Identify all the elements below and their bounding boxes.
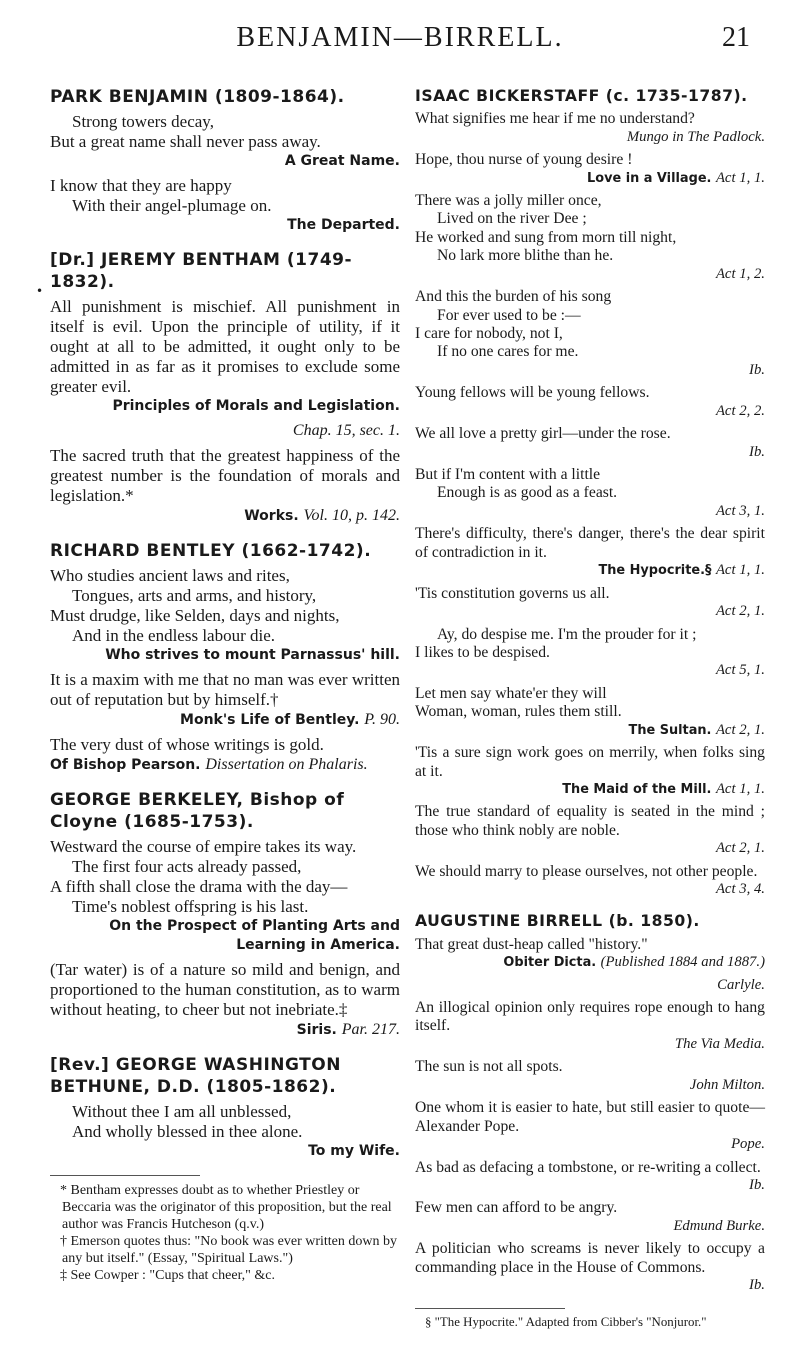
source xyxy=(415,129,765,146)
source-title: Obiter Dicta. xyxy=(503,955,597,971)
source: To my Wife. xyxy=(308,1143,400,1159)
quote-paragraph: What signifies me hear if me no understand? xyxy=(415,110,695,128)
verse-line: Strong towers decay, xyxy=(72,112,214,131)
quote-paragraph: An illogical opinion only requires rope enough to hang itself. xyxy=(415,999,765,1035)
source-ref-text: Ib. xyxy=(749,361,765,378)
quote-paragraph: We should marry to please ourselves, not other people. xyxy=(415,862,758,880)
source-ref-text: Mungo in The Padlock. xyxy=(626,128,765,145)
source-title: Monk's Life of Bentley. xyxy=(180,712,360,728)
source xyxy=(415,1218,765,1235)
source xyxy=(415,603,765,620)
quote-paragraph: It is a maxim with me that no man was ever written out of reputation but by himself.† xyxy=(50,670,400,709)
source xyxy=(415,954,765,971)
quote-paragraph: A politician who screams is never likely to occupy a commanding place in the House of Commons. xyxy=(415,1240,765,1276)
verse-line: Let men say whate'er they will xyxy=(415,684,607,702)
verse-line: He worked and sung from morn till night, xyxy=(415,228,677,246)
quote-paragraph: (Tar water) is of a nature so mild and benign, and proportioned to the human constitution, as to warm without heating, to cheer but not inebriate.‡ xyxy=(50,960,400,1019)
verse-line: But if I'm content with a little xyxy=(415,466,601,484)
source-ref-text: Act 1, 1. xyxy=(715,562,765,579)
source xyxy=(415,403,765,420)
verse-line: But a great name shall never pass away. xyxy=(50,132,321,151)
quote-paragraph: The sacred truth that the greatest happiness of the greatest number is the foundation of morals and legislation.* xyxy=(50,446,400,505)
verse-line: And in the endless labour die. xyxy=(72,626,276,645)
source xyxy=(415,881,765,898)
source-title: Love in a Village. xyxy=(587,170,712,186)
footnote: ‡ See Cowper : "Cups that cheer," &c. xyxy=(60,1268,275,1283)
verse-line: For ever used to be :— xyxy=(437,306,581,324)
source-title: Works. xyxy=(244,508,299,524)
running-head: BENJAMIN—BIRRELL. xyxy=(236,22,564,53)
source xyxy=(415,266,765,283)
page-header xyxy=(0,20,800,60)
source-ref-text: P. 90. xyxy=(364,711,400,728)
source-ref-text: Ib. xyxy=(749,1277,765,1294)
author-name: RICHARD BENTLEY xyxy=(50,541,236,561)
source-ref-text: Act 2, 1. xyxy=(715,603,765,620)
source-ref-text: Act 1, 1. xyxy=(715,780,765,797)
author-heading xyxy=(50,1054,400,1098)
source-ref-text: Act 1, 1. xyxy=(715,169,765,186)
author-heading xyxy=(50,86,400,108)
source-ref-text: Act 2, 1. xyxy=(715,721,765,738)
entry-berkeley xyxy=(50,789,400,1040)
author-name: PARK BENJAMIN xyxy=(50,87,209,107)
source xyxy=(50,710,400,730)
author-name: GEORGE BERKELEY, xyxy=(50,790,244,810)
author-dates: (b. 1850). xyxy=(608,911,700,931)
quote-line: Few men can afford to be angry. xyxy=(415,1199,618,1217)
author-heading xyxy=(50,249,400,293)
entry-bickerstaff xyxy=(415,86,765,899)
verse-line: There was a jolly miller once, xyxy=(415,192,602,210)
verse-line: Enough is as good as a feast. xyxy=(437,484,618,502)
source: A Great Name. xyxy=(284,153,400,169)
verse-line: Time's noblest offspring is his last. xyxy=(72,897,309,916)
source-ref-text: Act 1, 2. xyxy=(715,265,765,282)
verse-line: Tongues, arts and arms, and history, xyxy=(72,586,317,605)
quote-paragraph: All punishment is mischief. All punishment in itself is evil. Upon the principle of utility, if it ought at all to be admitted, it ought only to be admitted in as far as it promises to exclude some greater evil. xyxy=(50,297,400,396)
bullet-marker: • xyxy=(36,284,44,298)
source: Who strives to mount Parnassus' hill. xyxy=(105,647,400,663)
source-ref-text: Ib. xyxy=(749,1176,765,1193)
quote-paragraph: That great dust-heap called "history." xyxy=(415,935,648,953)
source xyxy=(415,1036,765,1053)
entry-birrell xyxy=(415,911,765,1294)
author-dates: (1662-1742). xyxy=(241,541,372,561)
source-title: Of Bishop Pearson. xyxy=(50,757,201,773)
right-column xyxy=(415,86,765,1330)
author-dates: (1805-1862). xyxy=(206,1077,337,1097)
source xyxy=(415,1277,765,1294)
author-heading xyxy=(415,911,765,931)
quote-line: We all love a pretty girl—under the rose. xyxy=(415,425,671,443)
footnote: § "The Hypocrite." Adapted from Cibber's "Nonjuror." xyxy=(425,1314,707,1329)
source xyxy=(415,170,765,187)
quote-paragraph: The true standard of equality is seated in the mind ; those who think nobly are noble. xyxy=(415,803,765,839)
source-ref-text: Act 3, 4. xyxy=(715,881,765,898)
source-ref-text: Pope. xyxy=(731,1136,765,1153)
source xyxy=(415,362,765,379)
quote-line: 'Tis constitution governs us all. xyxy=(415,584,610,602)
author-heading xyxy=(50,789,400,833)
source-ref xyxy=(50,421,400,441)
footnote: * Bentham expresses doubt as to whether Priestley or Beccaria was the originator of this proposition, but the real author was Francis Hutcheson (q.v.) xyxy=(60,1183,392,1232)
source-ref-text: Act 2, 1. xyxy=(715,840,765,857)
source xyxy=(415,840,765,857)
author-name: [Dr.] JEREMY BENTHAM xyxy=(50,250,281,270)
source-ref-text: The Via Media. xyxy=(674,1035,765,1052)
verse-line: Must drudge, like Selden, days and nights, xyxy=(50,606,340,625)
verse-line: And wholly blessed in thee alone. xyxy=(72,1122,303,1141)
verse-line: Westward the course of empire takes its way. xyxy=(50,837,357,856)
source xyxy=(415,1077,765,1094)
source xyxy=(50,506,400,526)
source xyxy=(415,562,765,579)
source-ref-text: Act 5, 1. xyxy=(715,662,765,679)
left-column xyxy=(50,86,400,1284)
quote-line: Young fellows will be young fellows. xyxy=(415,384,650,402)
verse-line: I know that they are happy xyxy=(50,176,232,195)
verse-line: Who studies ancient laws and rites, xyxy=(50,566,290,585)
source xyxy=(415,1177,765,1194)
quote-paragraph: As bad as defacing a tombstone, or re-writing a collect. xyxy=(415,1158,761,1176)
author-dates: (1749-1832). xyxy=(50,250,353,292)
source-ref xyxy=(415,977,765,994)
verse-line: Ay, do despise me. I'm the prouder for it ; xyxy=(437,625,697,643)
verse-line: A fifth shall close the drama with the day— xyxy=(50,877,348,896)
author-dates: (c. 1735-1787). xyxy=(605,86,748,105)
author-dates: (1809-1864). xyxy=(214,87,345,107)
author-name: AUGUSTINE BIRRELL xyxy=(415,911,603,931)
source-title: The Hypocrite.§ xyxy=(598,563,712,579)
entry-bentham xyxy=(50,249,400,526)
verse-line: No lark more blithe than he. xyxy=(437,247,614,265)
footnote: † Emerson quotes thus: "No book was ever written down by any but itself." (Essay, "Spiritual Laws.") xyxy=(60,1234,397,1266)
quote-line: The sun is not all spots. xyxy=(415,1058,563,1076)
source: Principles of Morals and Legislation. xyxy=(112,398,400,414)
author-heading xyxy=(50,540,400,562)
page-number: 21 xyxy=(722,22,750,53)
source xyxy=(415,662,765,679)
source xyxy=(50,755,400,775)
verse-line: With their angel-plumage on. xyxy=(72,196,272,215)
source-ref-text: (Published 1884 and 1887.) xyxy=(600,954,765,971)
source-title: The Maid of the Mill. xyxy=(562,781,712,797)
source-ref-text: Dissertation on Phalaris. xyxy=(205,756,368,773)
source-ref-text: Vol. 10, p. 142. xyxy=(303,507,400,524)
source-ref-text: Ib. xyxy=(749,443,765,460)
source-ref-text: Chap. 15, sec. 1. xyxy=(292,422,400,439)
entry-benjamin xyxy=(50,86,400,235)
source xyxy=(415,444,765,461)
verse-line: The first four acts already passed, xyxy=(72,857,302,876)
footnote-rule xyxy=(50,1175,200,1176)
source xyxy=(415,781,765,798)
source xyxy=(415,722,765,739)
source-title: The Sultan. xyxy=(628,722,712,738)
quote-line: Hope, thou nurse of young desire ! xyxy=(415,151,633,169)
source-ref-text: Edmund Burke. xyxy=(673,1217,765,1234)
source-ref-text: Par. 217. xyxy=(341,1021,400,1038)
verse-line: I care for nobody, not I, xyxy=(415,324,563,342)
author-dates: (1685-1753). xyxy=(124,812,254,832)
author-name: [Rev.] GEORGE WASHINGTON BETHUNE, D.D. xyxy=(50,1055,341,1097)
quote-paragraph: One whom it is easier to hate, but still easier to quote—Alexander Pope. xyxy=(415,1099,765,1135)
source-ref-text: John Milton. xyxy=(689,1076,765,1093)
verse-line: Woman, woman, rules them still. xyxy=(415,703,622,721)
quote-paragraph: There's difficulty, there's danger, there's the dear spirit of contradiction in it. xyxy=(415,525,765,561)
source xyxy=(415,503,765,520)
verse-line: And this the burden of his song xyxy=(415,288,612,306)
quote-line: The very dust of whose writings is gold. xyxy=(50,735,324,754)
source xyxy=(50,1020,400,1040)
footnote-rule xyxy=(415,1308,565,1309)
verse-line: If no one cares for me. xyxy=(437,343,579,361)
quote-paragraph: 'Tis a sure sign work goes on merrily, when folks sing at it. xyxy=(415,744,765,780)
source-title: Siris. xyxy=(296,1022,337,1038)
source xyxy=(415,1136,765,1153)
verse-line: Lived on the river Dee ; xyxy=(437,210,587,228)
entry-bentley xyxy=(50,540,400,775)
verse-line: I likes to be despised. xyxy=(415,643,550,661)
verse-line: Without thee I am all unblessed, xyxy=(72,1102,292,1121)
author-heading xyxy=(415,86,765,106)
source: On the Prospect of Planting Arts and Learning in America. xyxy=(109,918,400,953)
source-ref-text: Act 2, 2. xyxy=(715,402,765,419)
source-ref-text: Act 3, 1. xyxy=(715,502,765,519)
author-title: Bishop of Cloyne xyxy=(50,790,345,832)
source: The Departed. xyxy=(287,217,400,233)
author-name: ISAAC BICKERSTAFF xyxy=(415,86,600,105)
entry-bethune xyxy=(50,1054,400,1161)
source-ref-text: Carlyle. xyxy=(717,976,765,993)
